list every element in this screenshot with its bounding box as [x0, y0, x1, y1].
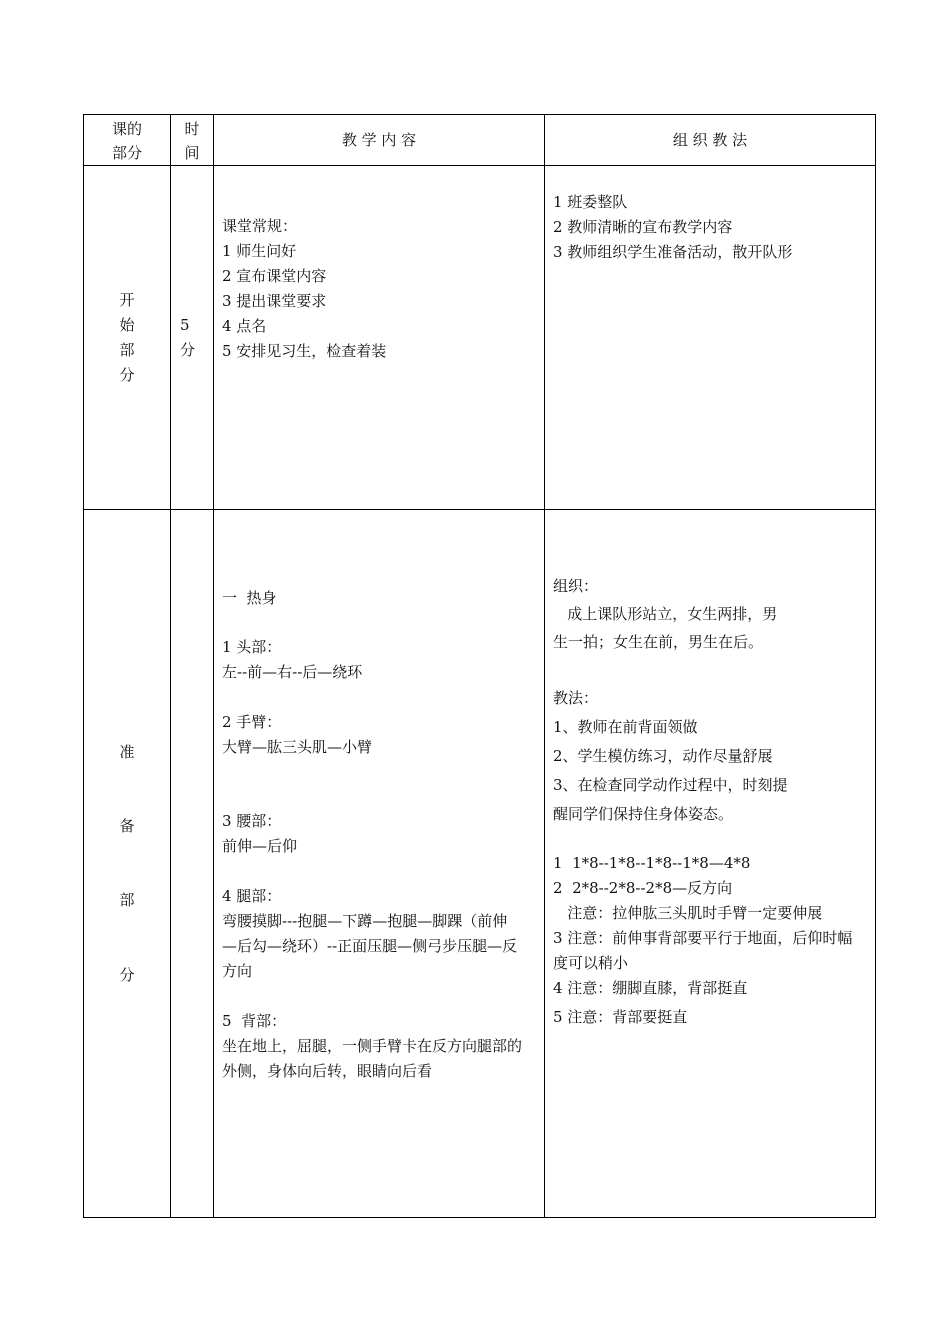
row2-warmup-title: 一 热身 [222, 589, 277, 607]
row2-org-line: 成上课队形站立，女生两排，男 [553, 605, 778, 623]
table-divider-1 [170, 114, 171, 1218]
header-time-line1: 时 [184, 120, 200, 138]
header-part-line2: 部分 [111, 144, 142, 162]
row2-note-line: 注意：拉伸肱三头肌时手臂一定要伸展 [553, 904, 823, 922]
row1-time-unit: 分 [180, 341, 196, 359]
row2-leg-body: 弯腰摸脚---抱腿—下蹲—抱腿—脚踝（前伸 [222, 912, 508, 930]
row2-waist-title: 3 腰部： [222, 812, 282, 830]
row1-method-line: 2 教师清晰的宣布教学内容 [553, 218, 733, 236]
row2-leg-body: 方向 [222, 962, 253, 980]
header-method: 组 织 教 法 [672, 131, 748, 149]
row1-content-line: 4 点名 [222, 317, 267, 335]
row1-part-char: 分 [119, 366, 135, 384]
row1-part-char: 部 [119, 341, 135, 359]
table-border-bottom [83, 1217, 876, 1218]
row2-note-line: 3 注意：前伸事背部要平行于地面，后仰时幅 [553, 929, 853, 947]
row2-teach-line: 3、在检查同学动作过程中，时刻提 [553, 776, 788, 794]
row2-note-line: 度可以稍小 [553, 954, 629, 972]
row2-teach-line: 1、教师在前背面领做 [553, 718, 698, 736]
row2-part-char: 备 [119, 817, 135, 835]
row1-content-line: 2 宣布课堂内容 [222, 267, 327, 285]
header-content: 教 学 内 容 [341, 131, 417, 149]
row1-content-line: 5 安排见习生，检查着装 [222, 342, 387, 360]
row2-back-body: 外侧，身体向后转，眼睛向后看 [222, 1062, 433, 1080]
row1-method-line: 1 班委整队 [553, 193, 628, 211]
row2-note-line: 4 注意：绷脚直膝，背部挺直 [553, 979, 748, 997]
row2-head-title: 1 头部： [222, 638, 282, 656]
table-border-top [83, 114, 876, 115]
row2-waist-body: 前伸—后仰 [222, 837, 298, 855]
row2-part-char: 部 [119, 891, 135, 909]
row1-content-line: 课堂常规： [222, 217, 298, 235]
row2-teach-title: 教法： [553, 689, 599, 707]
table-divider-3 [544, 114, 545, 1218]
table-border-left [83, 114, 84, 1218]
row1-method-line: 3 教师组织学生准备活动，散开队形 [553, 243, 793, 261]
row2-note-line: 5 注意：背部要挺直 [553, 1008, 688, 1026]
row2-teach-line: 醒同学们保持住身体姿态。 [553, 805, 734, 823]
row2-arm-title: 2 手臂： [222, 713, 282, 731]
header-time-line2: 间 [184, 144, 200, 162]
row2-count-line: 2 2*8--2*8--2*8—反方向 [553, 879, 733, 897]
row2-part-char: 准 [119, 743, 135, 761]
row2-back-title: 5 背部： [222, 1012, 287, 1030]
row1-part-char: 始 [119, 316, 135, 334]
row2-leg-title: 4 腿部： [222, 887, 282, 905]
row2-teach-line: 2、学生模仿练习，动作尽量舒展 [553, 747, 773, 765]
row2-back-body: 坐在地上，屈腿，一侧手臂卡在反方向腿部的 [222, 1037, 523, 1055]
table-border-right [875, 114, 876, 1218]
row1-content-line: 1 师生问好 [222, 242, 297, 260]
row2-org-line: 生一拍；女生在前，男生在后。 [553, 633, 764, 651]
row2-count-line: 1 1*8--1*8--1*8--1*8—4*8 [553, 854, 751, 872]
row2-arm-body: 大臂—肱三头肌—小臂 [222, 738, 373, 756]
header-part-line1: 课的 [111, 120, 142, 138]
row1-content-line: 3 提出课堂要求 [222, 292, 327, 310]
row1-part-char: 开 [119, 291, 135, 309]
row2-leg-body: —后勾—绕环）--正面压腿—侧弓步压腿—反 [222, 937, 518, 955]
row2-org-title: 组织： [553, 577, 599, 595]
row1-time-value: 5 [180, 316, 190, 334]
table-border-row1-bottom [83, 509, 876, 510]
row2-part-char: 分 [119, 966, 135, 984]
table-divider-2 [213, 114, 214, 1218]
row2-head-body: 左--前—右--后—绕环 [222, 663, 363, 681]
